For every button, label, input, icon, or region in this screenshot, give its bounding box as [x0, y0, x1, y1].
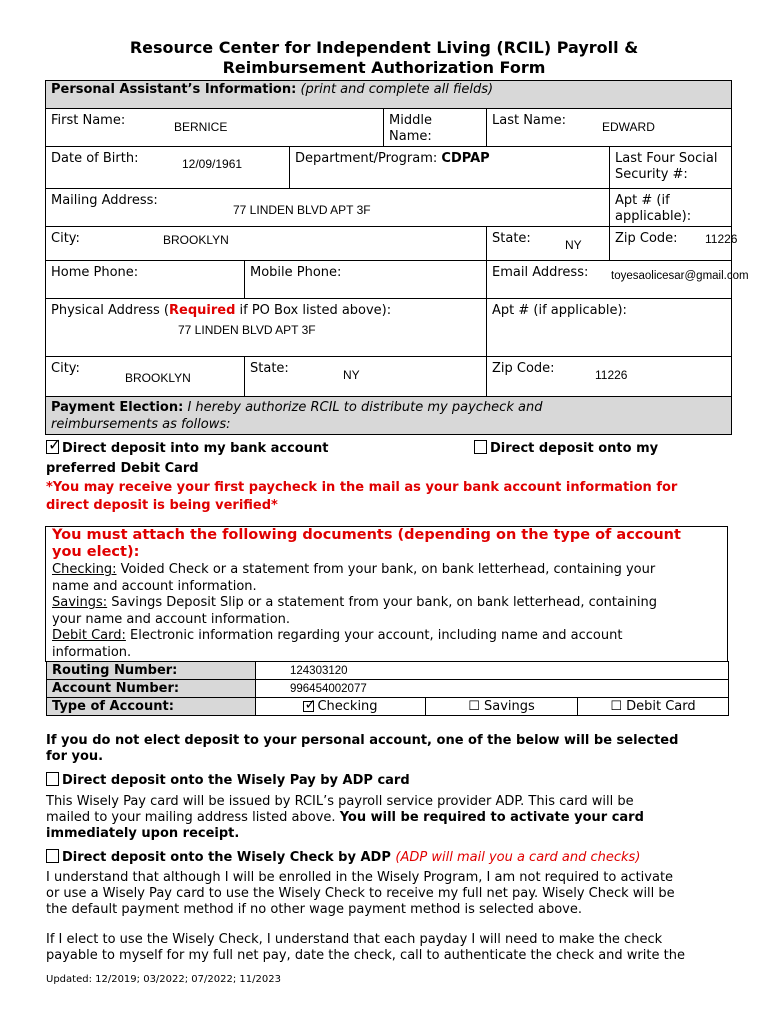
city2-value: BROOKLYN	[125, 371, 191, 385]
state2-cell[interactable]: State: NY	[245, 357, 487, 397]
dob-value: 12/09/1961	[182, 157, 243, 171]
type-checking-option[interactable]: ✓ Checking	[256, 698, 426, 716]
state-cell[interactable]: State: NY	[487, 227, 610, 261]
account-number-field[interactable]	[256, 680, 729, 698]
form-title: Resource Center for Independent Living (RCIL) Payroll & Reimbursement Authorization Form	[129, 38, 639, 77]
checkbox-wisely-check[interactable]	[46, 849, 59, 863]
wisely-check-election-text: If I elect to use the Wisely Check, I understand that each payday I will need to make the check payable to myself for my full net pay, date the check, call to authenticate the check and write the	[46, 932, 685, 963]
updated-footer: Updated: 12/2019; 03/2022; 07/2022; 11/2023	[46, 974, 281, 985]
physical-address-value: 77 LINDEN BLVD APT 3F	[178, 323, 316, 337]
verification-warning: *You may receive your first paycheck in the mail as your bank account information for direct deposit is being verified*	[46, 480, 678, 513]
payment-election-header: Payment Election: I hereby authorize RCIL to distribute my paycheck and reimbursements as follows:	[46, 397, 732, 435]
email-cell[interactable]: Email Address: toyesaolicesar@gmail.com	[487, 261, 732, 299]
checkbox-bank-deposit[interactable]	[46, 435, 62, 454]
type-debit-option[interactable]: ☐ Debit Card	[578, 698, 729, 716]
wisely-check-text: I understand that although I will be enrolled in the Wisely Program, I am not required to activate or use a Wisely Pay card to use the Wisely Check to receive my full net pay. Wisely Check will be the default payment method if no other wage payment method is selected above.	[46, 870, 675, 917]
option-wisely-check[interactable]: Direct deposit onto the Wisely Check by ADP (ADP will mail you a card and checks)	[46, 849, 640, 865]
personal-info-header: Personal Assistant’s Information: (print and complete all fields)	[46, 81, 732, 109]
state2-value: NY	[343, 368, 360, 382]
personal-info-table	[45, 80, 749, 435]
physical-address-cell[interactable]: Physical Address (Required if PO Box listed above): 77 LINDEN BLVD APT 3F	[46, 299, 487, 357]
checkbox-wisely-pay[interactable]	[46, 772, 59, 786]
option-bank-deposit[interactable]: ✓ Direct deposit into my bank account	[48, 435, 329, 456]
mailing-address-cell[interactable]: Mailing Address: 77 LINDEN BLVD APT 3F	[46, 189, 610, 227]
zip-cell[interactable]: Zip Code: 11226	[610, 227, 732, 261]
zip-value: 11226	[705, 232, 738, 246]
mailing-address-value: 77 LINDEN BLVD APT 3F	[233, 203, 371, 217]
routing-number-field[interactable]	[256, 662, 729, 680]
department-cell[interactable]: Department/Program: CDPAP	[290, 147, 610, 189]
zip2-value: 11226	[595, 368, 628, 382]
apt2-cell[interactable]: Apt # (if applicable):	[487, 299, 732, 357]
fallback-intro: If you do not elect deposit to your personal account, one of the below will be selected for you.	[46, 733, 679, 764]
type-savings-option[interactable]: ☐ Savings	[426, 698, 578, 716]
dob-cell[interactable]: Date of Birth: 12/09/1961	[46, 147, 290, 189]
ssn-cell[interactable]: Last Four Social Security #:	[610, 147, 732, 189]
account-number-value: 996454002077	[290, 683, 367, 695]
middle-name-cell[interactable]: Middle Name:	[384, 109, 487, 147]
required-flag: Required	[169, 303, 236, 318]
last-name-cell[interactable]: Last Name: EDWARD	[487, 109, 732, 147]
checkmark-icon: ✓	[48, 435, 62, 454]
email-value: toyesaolicesar@gmail.com	[611, 270, 749, 282]
last-name-value: EDWARD	[602, 120, 655, 134]
attach-instructions: Checking: Voided Check or a statement from your bank, on bank letterhead, containing your name and account information. Savings: Savings Deposit Slip or a statement from your bank, on bank letterhead, containing your name and account information. Debit Card: Electronic information regarding your account, including name and account information.	[52, 562, 657, 660]
option-wisely-pay[interactable]: Direct deposit onto the Wisely Pay by ADP card	[46, 772, 410, 788]
mobile-phone-cell[interactable]: Mobile Phone:	[245, 261, 487, 299]
apt-cell[interactable]: Apt # (if applicable):	[610, 189, 732, 227]
home-phone-cell[interactable]: Home Phone:	[46, 261, 245, 299]
bank-account-table: Routing Number: 124303120 Account Number: 996454002077 Type of Account: ✓ Checking ☐ Savings ☐ Debit Card	[46, 661, 729, 716]
zip2-cell[interactable]: Zip Code: 11226	[487, 357, 732, 397]
city-cell[interactable]: City: BROOKLYN	[46, 227, 487, 261]
checkmark-icon: ✓	[304, 697, 317, 713]
city-value: BROOKLYN	[163, 233, 229, 247]
state-value: NY	[565, 238, 582, 252]
checkbox-debit-deposit[interactable]	[474, 440, 487, 454]
first-name-value: BERNICE	[174, 120, 228, 134]
city2-cell[interactable]: City: BROOKLYN	[46, 357, 245, 397]
department-value: CDPAP	[441, 151, 490, 166]
option-debit-deposit[interactable]: Direct deposit onto my	[474, 440, 658, 456]
attach-heading: You must attach the following documents (depending on the type of account you elect):	[52, 527, 681, 560]
wisely-pay-text: This Wisely Pay card will be issued by RCIL’s payroll service provider ADP. This card will be mailed to your mailing address listed above. You will be required to activate your card immediately upon receipt.	[46, 794, 644, 841]
first-name-cell[interactable]: First Name: BERNICE	[46, 109, 384, 147]
routing-number-value: 124303120	[290, 665, 348, 677]
checkbox-checking[interactable]	[303, 697, 317, 713]
